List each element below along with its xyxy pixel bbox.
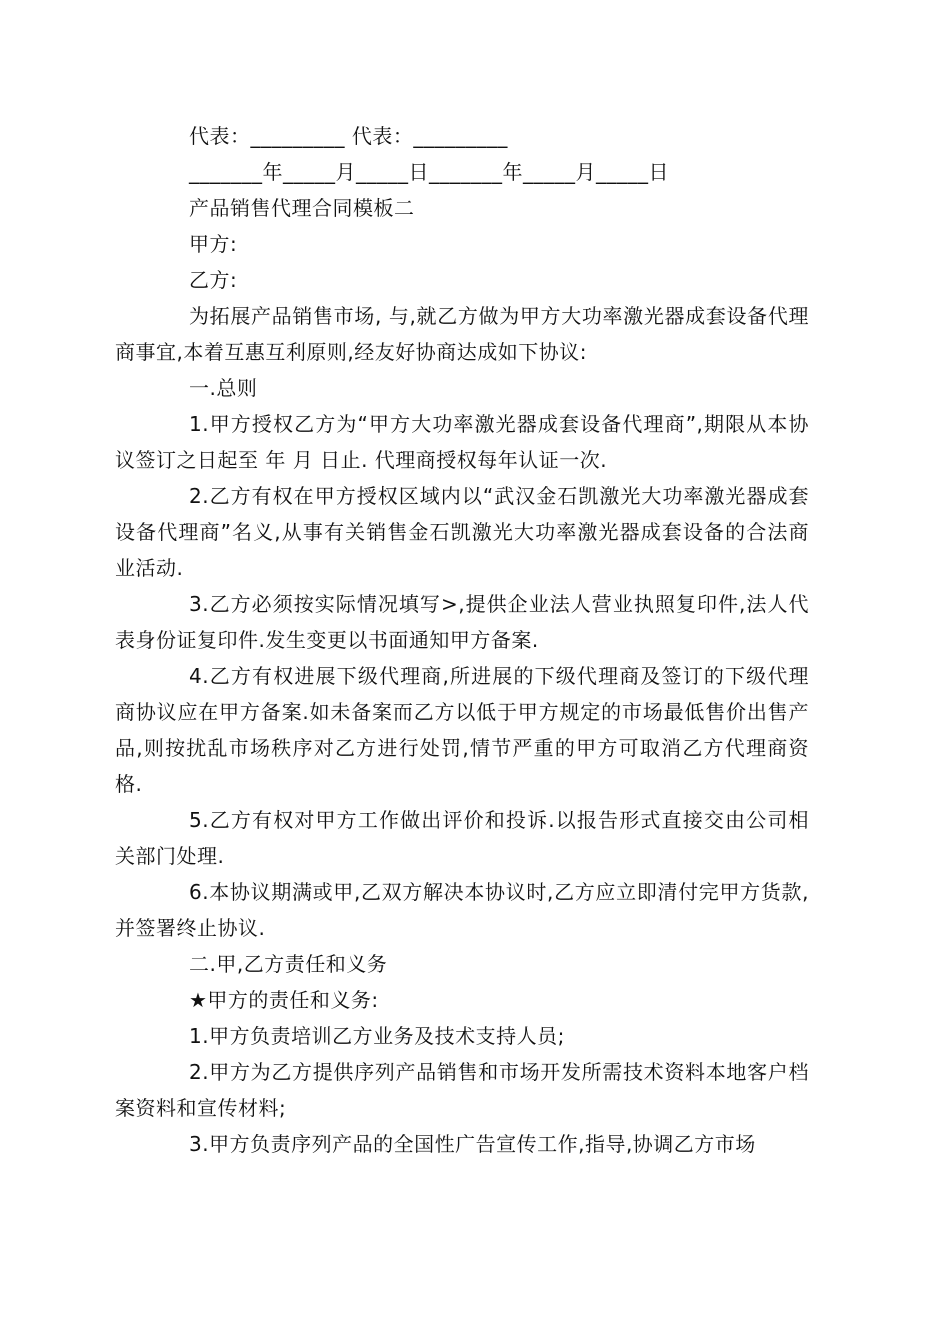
section-title: 产品销售代理合同模板二 [189,196,415,220]
duty-a-3: 3.甲方负责序列产品的全国性广告宣传工作,指导,协调乙方市场 [189,1132,756,1156]
party-b-label: 乙方: [189,268,238,292]
signature-line: 代表：_________ 代表：_________ [189,124,508,148]
document-page [115,118,809,1162]
duty-a-1: 1.甲方负责培训乙方业务及技术支持人员; [189,1024,565,1048]
clause-1-5: 5.乙方有权对甲方工作做出评价和投诉.以报告形式直接交由公司相关部门处理. [115,808,809,868]
clause-1-6: 6.本协议期满或甲,乙双方解决本协议时,乙方应立即清付完甲方货款,并签署终止协议. [115,880,809,940]
clause-1-1: 1.甲方授权乙方为“甲方大功率激光器成套设备代理商”,期限从本协议签订之日起至 年 月 日止. 代理商授权每年认证一次. [115,412,809,472]
intro-paragraph: 为拓展产品销售市场, 与,就乙方做为甲方大功率激光器成套设备代理商事宜,本着互惠互利原则,经友好协商达成如下协议: [115,304,809,364]
clause-1-4: 4.乙方有权进展下级代理商,所进展的下级代理商及签订的下级代理商协议应在甲方备案.如未备案而乙方以低于甲方规定的市场最低售价出售产品,则按扰乱市场秩序对乙方进行处罚,情节严重的甲方可取消乙方代理商资格. [115,664,809,796]
clause-1-3: 3.乙方必须按实际情况填写>,提供企业法人营业执照复印件,法人代表身份证复印件.发生变更以书面通知甲方备案. [115,592,809,652]
heading-general: 一.总则 [189,376,258,400]
date-line: _______年_____月_____日_______年_____月_____日 [189,160,669,184]
heading-responsibilities: 二.甲,乙方责任和义务 [189,952,388,976]
clause-1-2: 2.乙方有权在甲方授权区域内以“武汉金石凯激光大功率激光器成套设备代理商”名义,从事有关销售金石凯激光大功率激光器成套设备的合法商业活动. [115,484,809,580]
duty-a-2: 2.甲方为乙方提供序列产品销售和市场开发所需技术资料本地客户档案资料和宣传材料; [115,1060,809,1120]
party-a-label: 甲方: [189,232,238,256]
heading-party-a-duties: ★甲方的责任和义务: [189,988,379,1012]
